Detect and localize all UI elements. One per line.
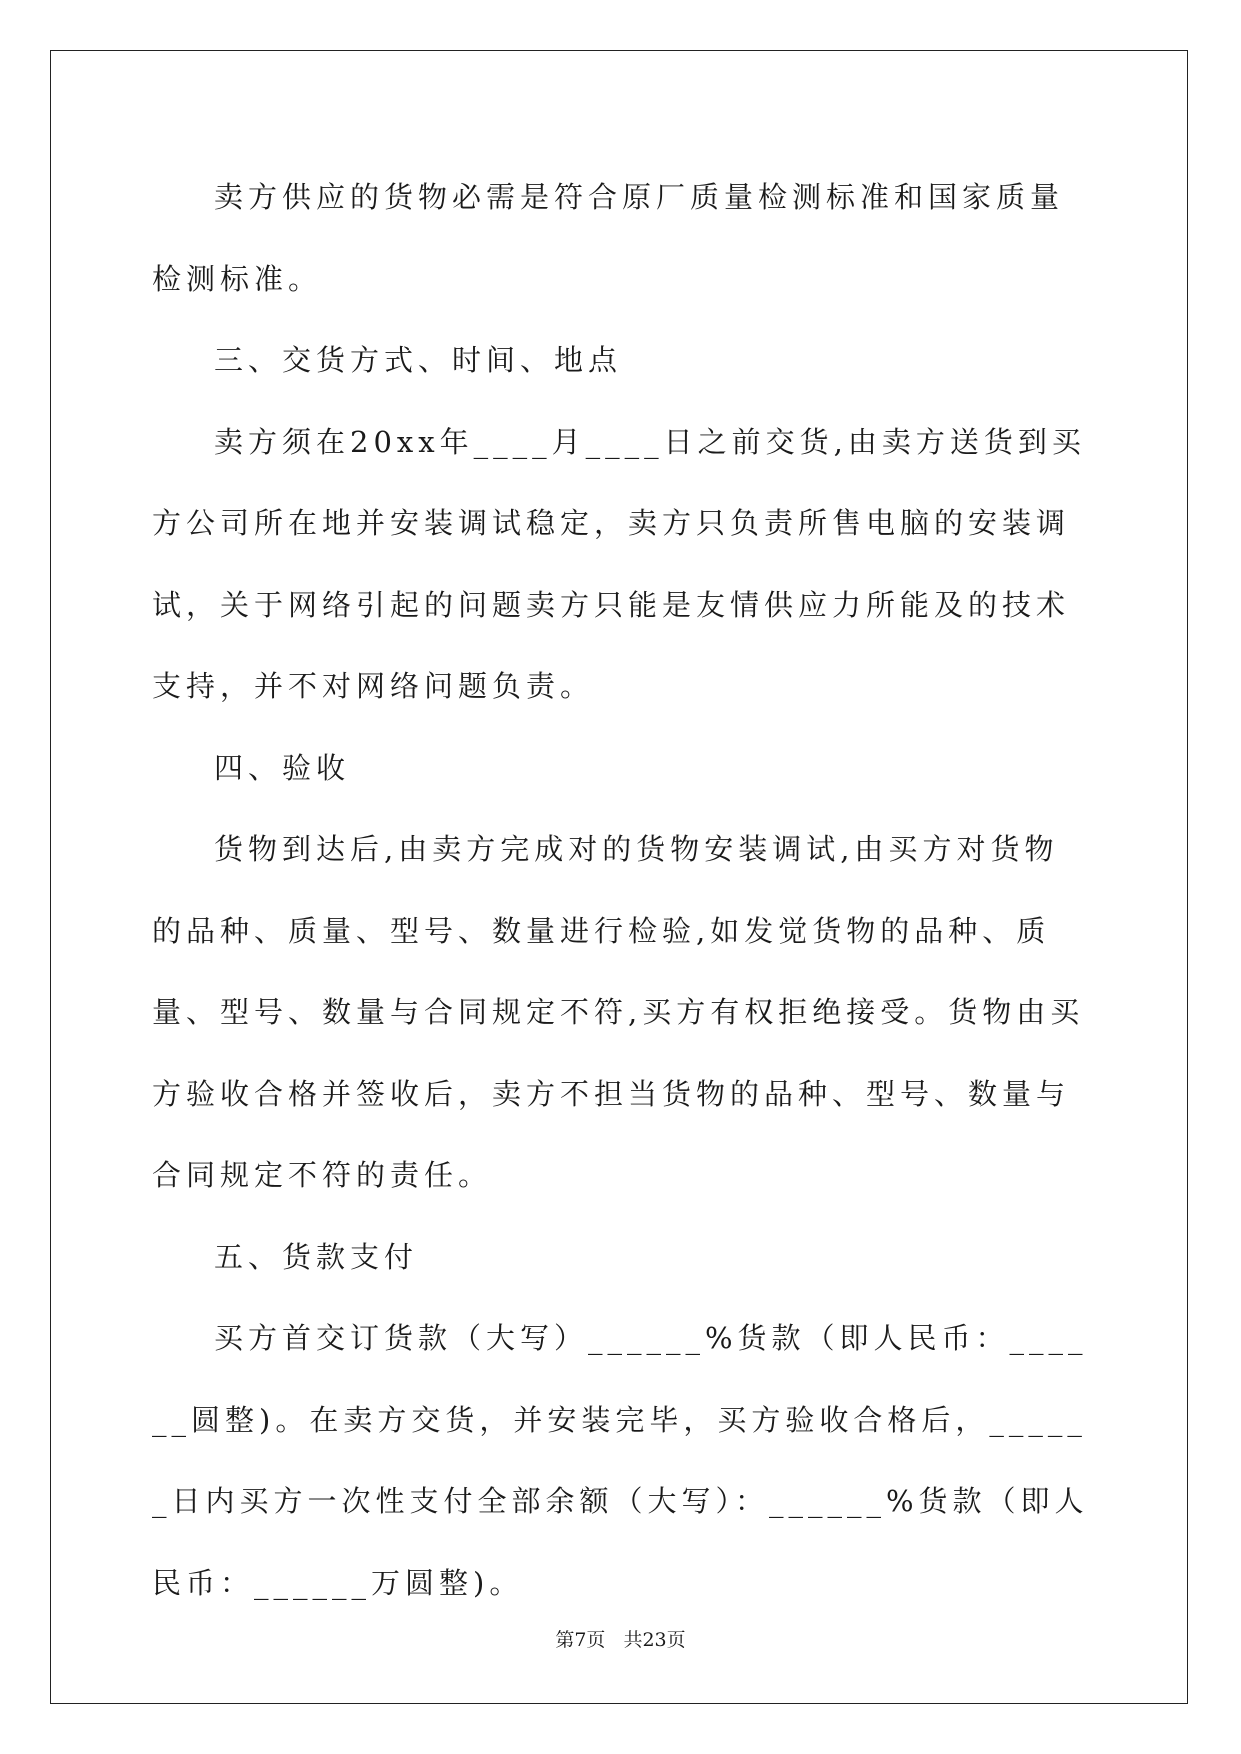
section-heading-delivery: 三、交货方式、时间、地点 (214, 343, 623, 377)
paragraph-payment-terms: 买方首交订货款（大写）______%货款（即人民币：______圆整)。在卖方交货，并安装完毕，买方验收合格后，______日内买方一次性支付全部余额（大写）：______%货款（即人民币：______万圆整)。 (152, 1321, 1089, 1600)
section-heading-acceptance: 四、验收 (214, 750, 351, 785)
page-footer (0, 1625, 1241, 1652)
page-number-current: 第7页 (555, 1629, 606, 1651)
paragraph-delivery-terms: 卖方须在20xx年____月____日之前交货,由卖方送货到买方公司所在地并安装调试稳定，卖方只负责所售电脑的安装调试，关于网络引起的问题卖方只能是友情供应力所能及的技术支持，并不对网络问题负责。 (152, 424, 1086, 703)
paragraph-quality-standard: 卖方供应的货物必需是符合原厂质量检测标准和国家质量检测标准。 (152, 180, 1065, 296)
document-body (152, 157, 1092, 1624)
paragraph-acceptance-terms: 货物到达后,由卖方完成对的货物安装调试,由买方对货物的品种、质量、型号、数量进行检验,如发觉货物的品种、质量、型号、数量与合同规定不符,买方有权拒绝接受。货物由买方验收合格并签收后，卖方不担当货物的品种、型号、数量与合同规定不符的责任。 (152, 832, 1085, 1192)
section-heading-payment: 五、货款支付 (214, 1239, 419, 1274)
page-number-total: 共23页 (623, 1629, 686, 1651)
